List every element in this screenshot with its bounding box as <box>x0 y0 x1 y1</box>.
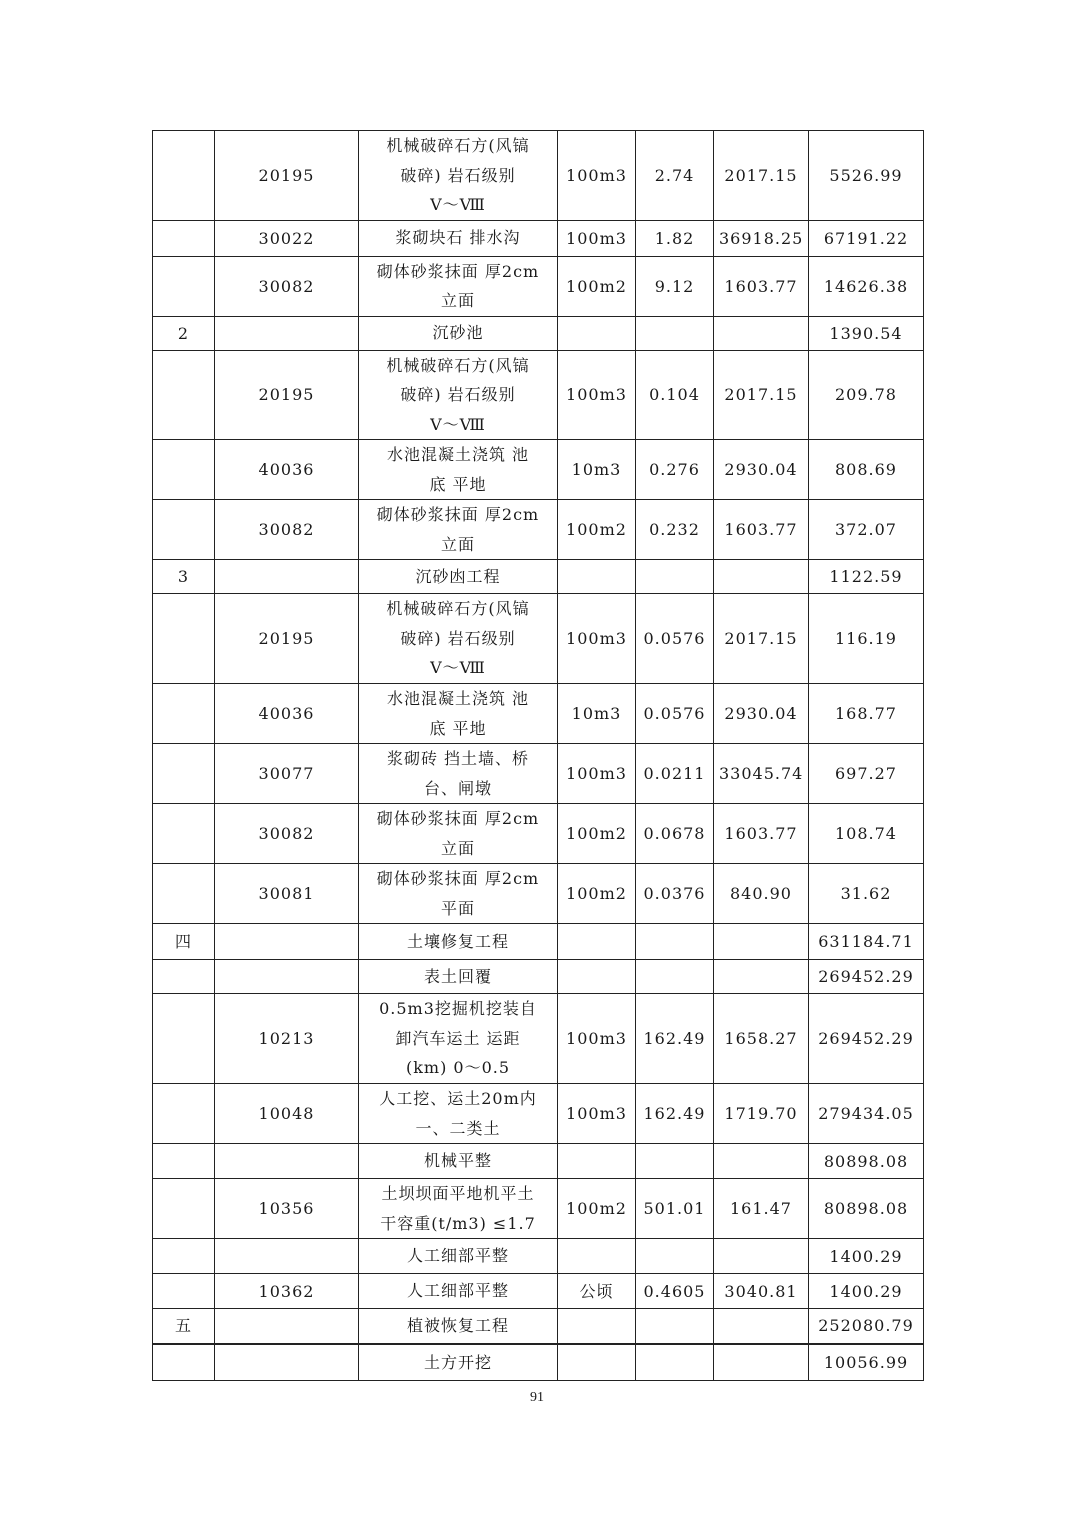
quantity-cell: 0.4605 <box>636 1274 714 1309</box>
unit-price-cell: 1603.77 <box>714 500 809 560</box>
quantity-cell: 0.0576 <box>636 684 714 744</box>
table-row <box>153 804 924 864</box>
quantity-cell <box>636 560 714 594</box>
unit-cell <box>558 924 636 960</box>
total-cell: 269452.29 <box>809 994 924 1084</box>
quota-code-cell: 20195 <box>215 594 359 684</box>
item-name-cell: 浆砌块石 排水沟 <box>359 220 558 256</box>
item-index-cell <box>153 1344 215 1381</box>
unit-cell: 公顷 <box>558 1274 636 1309</box>
item-index-cell <box>153 500 215 560</box>
quantity-cell <box>636 1309 714 1344</box>
quota-code-cell <box>215 1309 359 1344</box>
item-name-cell: 砌体砂浆抹面 厚2cm 立面 <box>359 256 558 316</box>
item-name-cell: 沉砂凼工程 <box>359 560 558 594</box>
item-index-cell: 五 <box>153 1309 215 1344</box>
item-name-cell: 0.5m3挖掘机挖装自 卸汽车运土 运距 (km) 0～0.5 <box>359 994 558 1084</box>
quota-code-cell: 20195 <box>215 131 359 221</box>
item-name-cell: 水池混凝土浇筑 池 底 平地 <box>359 440 558 500</box>
quota-code-cell <box>215 1344 359 1381</box>
quantity-cell: 0.0211 <box>636 744 714 804</box>
quantity-cell: 162.49 <box>636 994 714 1084</box>
unit-cell: 100m3 <box>558 994 636 1084</box>
unit-price-cell: 1603.77 <box>714 256 809 316</box>
item-index-cell <box>153 744 215 804</box>
quota-code-cell: 30081 <box>215 864 359 924</box>
item-name-cell: 土壤修复工程 <box>359 924 558 960</box>
table-row <box>153 131 924 221</box>
quota-code-cell: 30077 <box>215 744 359 804</box>
unit-cell: 100m3 <box>558 1084 636 1144</box>
total-cell: 10056.99 <box>809 1344 924 1381</box>
unit-cell: 100m3 <box>558 744 636 804</box>
unit-cell: 10m3 <box>558 440 636 500</box>
unit-price-cell <box>714 1344 809 1381</box>
item-name-cell: 植被恢复工程 <box>359 1309 558 1344</box>
item-index-cell <box>153 1274 215 1309</box>
item-name-cell: 人工细部平整 <box>359 1274 558 1309</box>
table-row <box>153 440 924 500</box>
total-cell: 252080.79 <box>809 1309 924 1344</box>
quota-code-cell: 10048 <box>215 1084 359 1144</box>
total-cell: 1400.29 <box>809 1274 924 1309</box>
unit-price-cell: 1658.27 <box>714 994 809 1084</box>
quota-code-cell <box>215 960 359 994</box>
quantity-cell <box>636 924 714 960</box>
item-name-cell: 人工挖、运土20m内 一、二类土 <box>359 1084 558 1144</box>
item-name-cell: 机械破碎石方(风镐 破碎) 岩石级别 Ⅴ～Ⅷ <box>359 350 558 440</box>
item-index-cell <box>153 804 215 864</box>
quantity-cell: 0.0376 <box>636 864 714 924</box>
unit-price-cell: 161.47 <box>714 1179 809 1239</box>
unit-cell <box>558 560 636 594</box>
unit-price-cell: 2930.04 <box>714 440 809 500</box>
item-index-cell <box>153 960 215 994</box>
unit-price-cell: 1719.70 <box>714 1084 809 1144</box>
unit-price-cell <box>714 924 809 960</box>
quantity-cell: 0.232 <box>636 500 714 560</box>
total-cell: 108.74 <box>809 804 924 864</box>
unit-cell: 100m2 <box>558 864 636 924</box>
table-row <box>153 500 924 560</box>
unit-price-cell <box>714 1309 809 1344</box>
item-index-cell <box>153 684 215 744</box>
item-index-cell <box>153 1239 215 1274</box>
quantity-cell: 0.276 <box>636 440 714 500</box>
unit-cell <box>558 1309 636 1344</box>
item-name-cell: 机械破碎石方(风镐 破碎) 岩石级别 Ⅴ～Ⅷ <box>359 131 558 221</box>
quantity-cell: 162.49 <box>636 1084 714 1144</box>
quota-code-cell: 30082 <box>215 804 359 864</box>
item-index-cell <box>153 220 215 256</box>
total-cell: 5526.99 <box>809 131 924 221</box>
item-name-cell: 水池混凝土浇筑 池 底 平地 <box>359 684 558 744</box>
table-row <box>153 684 924 744</box>
unit-price-cell: 840.90 <box>714 864 809 924</box>
unit-cell <box>558 1144 636 1179</box>
item-index-cell <box>153 1084 215 1144</box>
total-cell: 1122.59 <box>809 560 924 594</box>
unit-price-cell <box>714 316 809 350</box>
item-index-cell: 四 <box>153 924 215 960</box>
item-index-cell <box>153 594 215 684</box>
item-name-cell: 砌体砂浆抹面 厚2cm 立面 <box>359 804 558 864</box>
item-name-cell: 机械破碎石方(风镐 破碎) 岩石级别 Ⅴ～Ⅷ <box>359 594 558 684</box>
total-cell: 67191.22 <box>809 220 924 256</box>
unit-price-cell: 2017.15 <box>714 131 809 221</box>
quantity-cell: 0.104 <box>636 350 714 440</box>
total-cell: 697.27 <box>809 744 924 804</box>
unit-price-cell <box>714 1239 809 1274</box>
quota-code-cell: 10362 <box>215 1274 359 1309</box>
unit-cell: 100m2 <box>558 500 636 560</box>
quota-code-cell: 40036 <box>215 440 359 500</box>
table-row <box>153 316 924 350</box>
unit-cell: 10m3 <box>558 684 636 744</box>
unit-price-cell: 3040.81 <box>714 1274 809 1309</box>
item-name-cell: 砌体砂浆抹面 厚2cm 立面 <box>359 500 558 560</box>
quota-code-cell <box>215 1144 359 1179</box>
total-cell: 372.07 <box>809 500 924 560</box>
item-index-cell <box>153 440 215 500</box>
quota-code-cell: 10356 <box>215 1179 359 1239</box>
quota-code-cell: 10213 <box>215 994 359 1084</box>
quantity-cell: 9.12 <box>636 256 714 316</box>
quota-code-cell: 30082 <box>215 500 359 560</box>
table-row <box>153 1274 924 1309</box>
item-index-cell <box>153 350 215 440</box>
total-cell: 31.62 <box>809 864 924 924</box>
table-row <box>153 560 924 594</box>
quantity-cell: 501.01 <box>636 1179 714 1239</box>
quantity-cell <box>636 316 714 350</box>
unit-price-cell: 2930.04 <box>714 684 809 744</box>
quota-code-cell: 30022 <box>215 220 359 256</box>
quota-code-cell <box>215 924 359 960</box>
item-index-cell <box>153 864 215 924</box>
unit-cell: 100m2 <box>558 1179 636 1239</box>
unit-price-cell: 33045.74 <box>714 744 809 804</box>
total-cell: 14626.38 <box>809 256 924 316</box>
item-index-cell <box>153 994 215 1084</box>
unit-cell <box>558 1344 636 1381</box>
unit-price-cell <box>714 560 809 594</box>
unit-cell: 100m3 <box>558 350 636 440</box>
quota-code-cell: 40036 <box>215 684 359 744</box>
item-name-cell: 沉砂池 <box>359 316 558 350</box>
total-cell: 80898.08 <box>809 1179 924 1239</box>
total-cell: 279434.05 <box>809 1084 924 1144</box>
quota-code-cell <box>215 1239 359 1274</box>
total-cell: 80898.08 <box>809 1144 924 1179</box>
table-row <box>153 1239 924 1274</box>
item-name-cell: 土坝坝面平地机平土 干容重(t/m3) ≤1.7 <box>359 1179 558 1239</box>
quantity-cell: 0.0576 <box>636 594 714 684</box>
total-cell: 808.69 <box>809 440 924 500</box>
unit-cell: 100m3 <box>558 594 636 684</box>
unit-cell: 100m3 <box>558 131 636 221</box>
unit-price-cell: 1603.77 <box>714 804 809 864</box>
quota-code-cell: 20195 <box>215 350 359 440</box>
quantity-cell <box>636 960 714 994</box>
item-name-cell: 砌体砂浆抹面 厚2cm 平面 <box>359 864 558 924</box>
quota-code-cell: 30082 <box>215 256 359 316</box>
quantity-cell <box>636 1344 714 1381</box>
table-row <box>153 1344 924 1381</box>
unit-price-cell: 36918.25 <box>714 220 809 256</box>
table-row <box>153 1084 924 1144</box>
quantity-cell <box>636 1144 714 1179</box>
item-index-cell <box>153 1179 215 1239</box>
total-cell: 116.19 <box>809 594 924 684</box>
item-name-cell: 土方开挖 <box>359 1344 558 1381</box>
total-cell: 631184.71 <box>809 924 924 960</box>
total-cell: 1400.29 <box>809 1239 924 1274</box>
table-row <box>153 1144 924 1179</box>
quota-code-cell <box>215 560 359 594</box>
unit-cell: 100m2 <box>558 804 636 864</box>
item-index-cell: 2 <box>153 316 215 350</box>
item-index-cell <box>153 1144 215 1179</box>
total-cell: 269452.29 <box>809 960 924 994</box>
table-row <box>153 256 924 316</box>
unit-price-cell <box>714 1144 809 1179</box>
item-name-cell: 人工细部平整 <box>359 1239 558 1274</box>
unit-cell <box>558 316 636 350</box>
item-index-cell <box>153 131 215 221</box>
budget-table <box>152 130 924 1381</box>
table-row <box>153 594 924 684</box>
unit-cell <box>558 960 636 994</box>
table-row <box>153 1309 924 1344</box>
table-row <box>153 924 924 960</box>
quantity-cell: 2.74 <box>636 131 714 221</box>
total-cell: 168.77 <box>809 684 924 744</box>
item-name-cell: 表土回覆 <box>359 960 558 994</box>
unit-cell: 100m2 <box>558 256 636 316</box>
unit-cell: 100m3 <box>558 220 636 256</box>
unit-price-cell <box>714 960 809 994</box>
quota-code-cell <box>215 316 359 350</box>
total-cell: 209.78 <box>809 350 924 440</box>
table-row <box>153 960 924 994</box>
item-index-cell: 3 <box>153 560 215 594</box>
table-row <box>153 994 924 1084</box>
item-name-cell: 浆砌砖 挡土墙、桥 台、闸墩 <box>359 744 558 804</box>
quantity-cell: 0.0678 <box>636 804 714 864</box>
item-index-cell <box>153 256 215 316</box>
total-cell: 1390.54 <box>809 316 924 350</box>
unit-cell <box>558 1239 636 1274</box>
item-name-cell: 机械平整 <box>359 1144 558 1179</box>
unit-price-cell: 2017.15 <box>714 350 809 440</box>
unit-price-cell: 2017.15 <box>714 594 809 684</box>
table-row <box>153 864 924 924</box>
table-row <box>153 744 924 804</box>
table-row <box>153 220 924 256</box>
quantity-cell: 1.82 <box>636 220 714 256</box>
quantity-cell <box>636 1239 714 1274</box>
page-number: 91 <box>530 1390 544 1405</box>
table-row <box>153 1179 924 1239</box>
table-row <box>153 350 924 440</box>
